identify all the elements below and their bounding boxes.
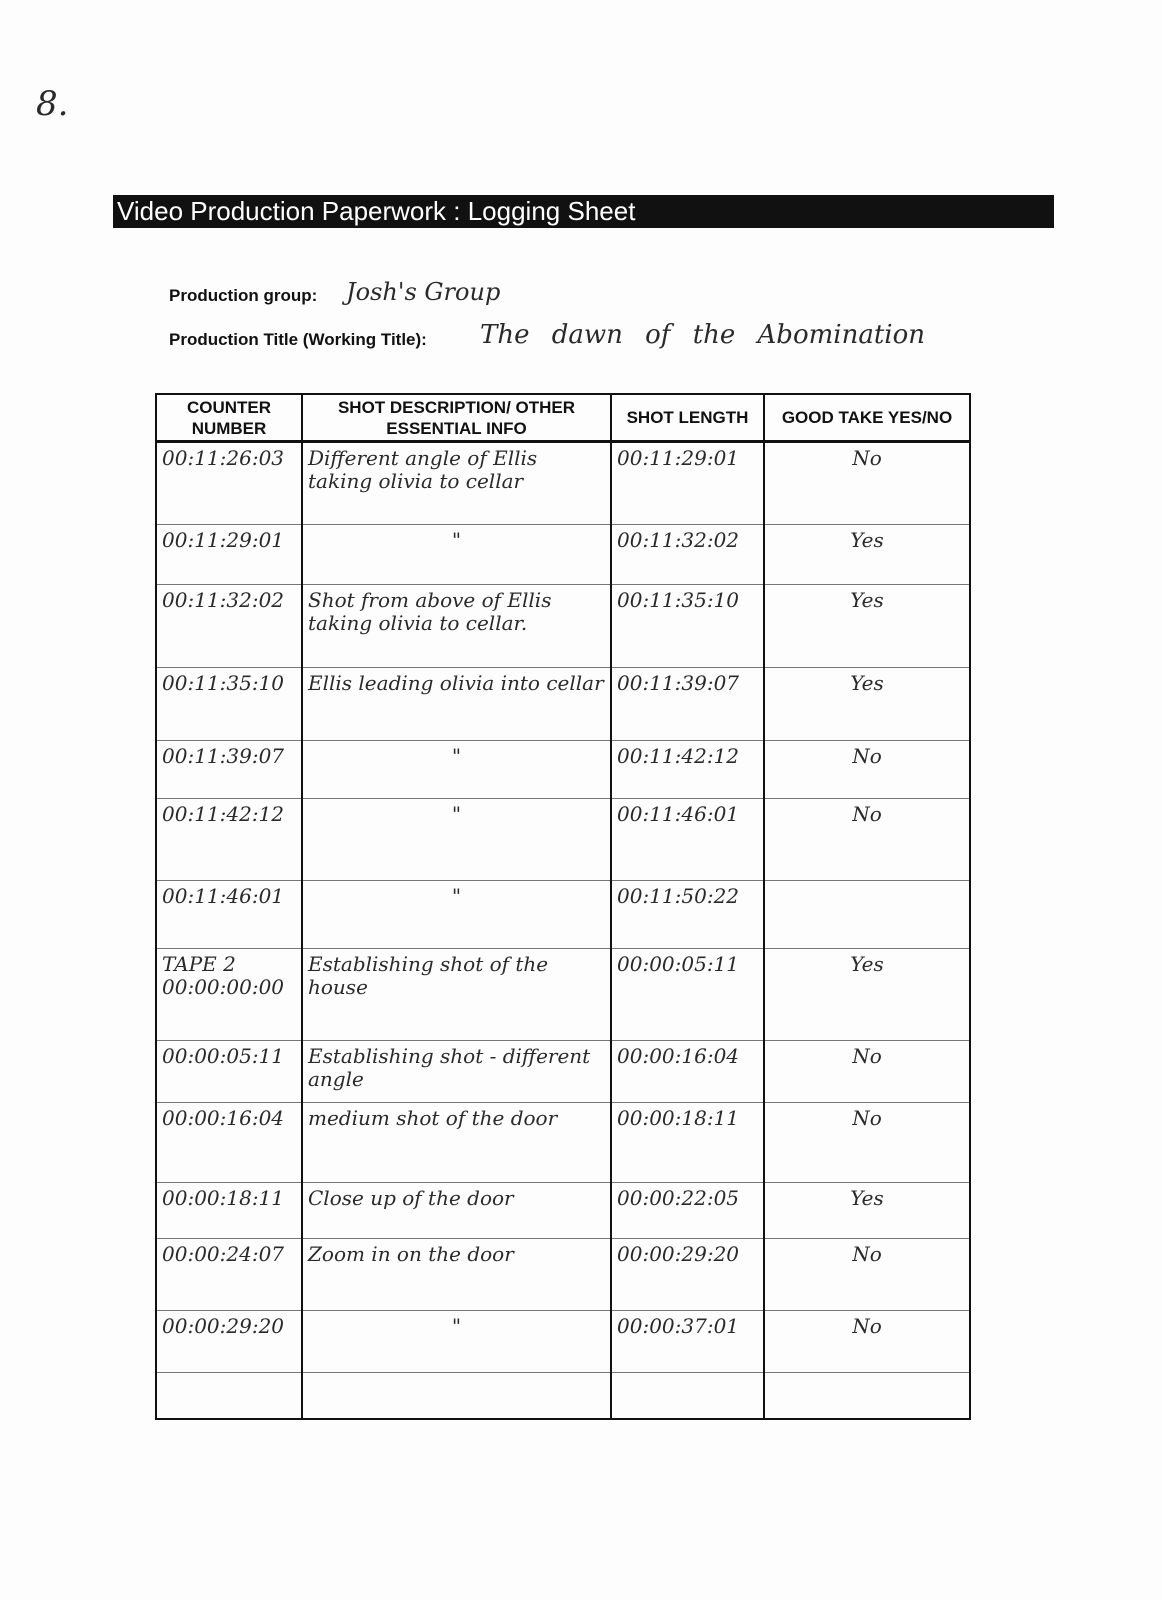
table-row [156, 741, 970, 799]
table-row [156, 668, 970, 741]
counter-cell: TAPE 2 00:00:00:00 [156, 949, 302, 1041]
description-cell [302, 1373, 611, 1419]
table-header-row [156, 394, 970, 442]
take-cell [764, 881, 970, 949]
table-row [156, 442, 970, 525]
table-row [156, 1311, 970, 1373]
take-cell: No [764, 1239, 970, 1311]
production-title-value: The dawn of the Abomination [480, 320, 925, 350]
counter-cell: 00:11:42:12 [156, 799, 302, 881]
counter-cell: 00:00:18:11 [156, 1183, 302, 1239]
counter-cell: 00:11:26:03 [156, 442, 302, 525]
counter-cell: 00:11:39:07 [156, 741, 302, 799]
take-cell: Yes [764, 949, 970, 1041]
take-cell: Yes [764, 1183, 970, 1239]
table-row [156, 1373, 970, 1419]
page-title: Video Production Paperwork : Logging Sheet [113, 195, 1054, 228]
length-cell: 00:11:35:10 [611, 585, 764, 668]
counter-cell: 00:11:46:01 [156, 881, 302, 949]
description-cell: " [302, 799, 611, 881]
take-cell [764, 1373, 970, 1419]
table-row [156, 525, 970, 585]
table-row [156, 799, 970, 881]
description-cell: Close up of the door [302, 1183, 611, 1239]
take-cell: Yes [764, 585, 970, 668]
table-row [156, 1041, 970, 1103]
table-row [156, 949, 970, 1041]
length-cell: 00:00:18:11 [611, 1103, 764, 1183]
counter-cell: 00:11:35:10 [156, 668, 302, 741]
table-row [156, 881, 970, 949]
description-cell: Shot from above of Ellis taking olivia to cellar. [302, 585, 611, 668]
table-row [156, 1183, 970, 1239]
take-cell: No [764, 442, 970, 525]
length-cell: 00:00:37:01 [611, 1311, 764, 1373]
col-header-length: SHOT LENGTH [611, 394, 764, 442]
counter-cell: 00:00:16:04 [156, 1103, 302, 1183]
description-cell: " [302, 741, 611, 799]
take-cell: Yes [764, 668, 970, 741]
page-number: 8. [36, 84, 69, 124]
col-header-good-take: GOOD TAKE YES/NO [764, 394, 970, 442]
take-cell: No [764, 741, 970, 799]
table-row [156, 1239, 970, 1311]
description-cell: " [302, 881, 611, 949]
description-cell: " [302, 525, 611, 585]
table-row [156, 585, 970, 668]
counter-cell: 00:00:29:20 [156, 1311, 302, 1373]
description-cell: Establishing shot - different angle [302, 1041, 611, 1103]
length-cell [611, 1373, 764, 1419]
description-cell: Ellis leading olivia into cellar [302, 668, 611, 741]
length-cell: 00:00:22:05 [611, 1183, 764, 1239]
length-cell: 00:00:05:11 [611, 949, 764, 1041]
take-cell: Yes [764, 525, 970, 585]
take-cell: No [764, 1311, 970, 1373]
description-cell: " [302, 1311, 611, 1373]
production-title-label: Production Title (Working Title): [169, 330, 427, 349]
length-cell: 00:11:39:07 [611, 668, 764, 741]
length-cell: 00:00:16:04 [611, 1041, 764, 1103]
length-cell: 00:11:50:22 [611, 881, 764, 949]
production-group-value: Josh's Group [346, 278, 501, 306]
description-cell: Zoom in on the door [302, 1239, 611, 1311]
counter-cell: 00:11:29:01 [156, 525, 302, 585]
length-cell: 00:00:29:20 [611, 1239, 764, 1311]
counter-cell: 00:11:32:02 [156, 585, 302, 668]
description-cell: Establishing shot of the house [302, 949, 611, 1041]
table-row [156, 1103, 970, 1183]
col-header-description: SHOT DESCRIPTION/ OTHER ESSENTIAL INFO [302, 394, 611, 442]
take-cell: No [764, 1041, 970, 1103]
description-cell: medium shot of the door [302, 1103, 611, 1183]
length-cell: 00:11:29:01 [611, 442, 764, 525]
description-cell: Different angle of Ellis taking olivia to cellar [302, 442, 611, 525]
counter-cell: 00:00:05:11 [156, 1041, 302, 1103]
take-cell: No [764, 799, 970, 881]
length-cell: 00:11:46:01 [611, 799, 764, 881]
length-cell: 00:11:42:12 [611, 741, 764, 799]
counter-cell: 00:00:24:07 [156, 1239, 302, 1311]
col-header-counter: COUNTER NUMBER [156, 394, 302, 442]
counter-cell [156, 1373, 302, 1419]
length-cell: 00:11:32:02 [611, 525, 764, 585]
production-group-label: Production group: [169, 286, 318, 305]
logging-table [155, 393, 971, 1420]
take-cell: No [764, 1103, 970, 1183]
